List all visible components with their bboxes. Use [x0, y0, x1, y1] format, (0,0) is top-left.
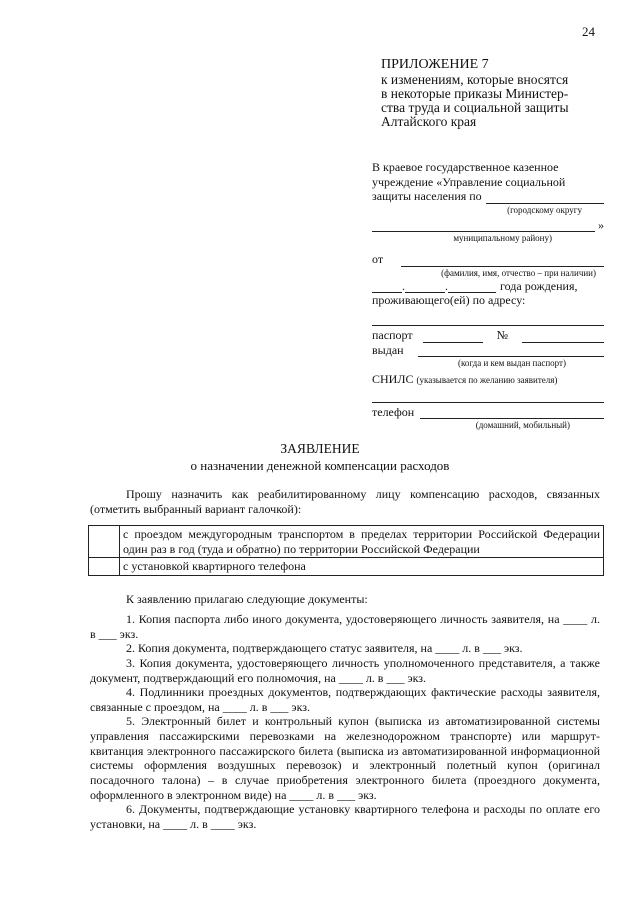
- document-item: 2. Копия документа, подтверждающего статус заявителя, на ____ л. в ___ экз.: [126, 641, 523, 656]
- district-hint: (городскому округу: [507, 204, 582, 215]
- quote-mark: »: [598, 217, 604, 232]
- municipal-hint: муниципальному району): [453, 233, 552, 244]
- number-label: №: [496, 328, 509, 343]
- issued-hint: (когда и кем выдан паспорт): [457, 358, 566, 369]
- passport-label: паспорт: [372, 328, 413, 343]
- option-row: [89, 558, 604, 576]
- option-travel-label: с проездом междугородным транспортом в пределах территории Российской Федерации один раз в год (туда и обратно) по территории Российской Федерации: [120, 526, 604, 558]
- statement-subtitle: о назначении денежной компенсации расходов: [190, 458, 450, 473]
- option-row: [89, 526, 604, 558]
- appendix-title: ПРИЛОЖЕНИЕ 7: [381, 57, 489, 72]
- birth-day-field[interactable]: [372, 281, 402, 293]
- snils-value-row: [372, 391, 604, 403]
- passport-row: [372, 328, 604, 343]
- addressee-line: В краевое государственное казенное: [372, 160, 559, 174]
- snils-field[interactable]: [372, 391, 604, 403]
- district-row-2: [372, 218, 604, 233]
- statement-intro-text: Прошу назначить как реабилитированному лицу компенсацию расходов, связанных (отметить выбранный вариант галочкой):: [90, 487, 600, 516]
- applicant-name-field[interactable]: [401, 255, 604, 267]
- snils-row: [372, 372, 604, 387]
- compensation-options-table: [88, 525, 604, 576]
- birth-month-field[interactable]: [405, 281, 445, 293]
- document-item: 4. Подлинники проездных документов, подтверждающих фактические расходы заявителя, связанные с проездом, на ____ л. в ___ экз.: [90, 685, 600, 714]
- phone-row: [372, 405, 604, 420]
- document-item: 6. Документы, подтверждающие установку квартирного телефона и расходы по оплате его установки, на ____ л. в ____ экз.: [90, 802, 600, 831]
- document-item: 3. Копия документа, удостоверяющего личность уполномоченного представителя, а также документ, подтверждающий его полномочия, на ____ л. в ___ экз.: [90, 655, 600, 685]
- document-item: 5. Электронный билет и контрольный купон (выписка из автоматизированной системы управления пассажирскими перевозками на железнодорожном транспорте) или маршрут-квитанция электронного пассажирского билета (выписка из автоматизированной информационной системы оформления воздушных перевозок) и электронный полетный купон (оригинал посадочного талона) – в случае приобретения электронного билета (проездного документа, оформленного в электронном виде) на ____ л. в ___ экз.: [90, 714, 600, 802]
- snils-hint: (указывается по желанию заявителя): [416, 375, 558, 386]
- from-row: [372, 252, 604, 267]
- address-field[interactable]: [372, 314, 604, 326]
- statement-intro: [90, 487, 600, 516]
- municipal-field[interactable]: [372, 220, 595, 232]
- snils-label: СНИЛС: [372, 372, 414, 387]
- passport-series-field[interactable]: [423, 331, 483, 343]
- addressee-line: защиты населения по: [372, 189, 482, 204]
- district-field[interactable]: [486, 192, 604, 204]
- phone-hint: (домашний, мобильный): [475, 420, 570, 431]
- addressee-line: учреждение «Управление социальной: [372, 174, 566, 189]
- document-item: 1. Копия паспорта либо иного документа, удостоверяющего личность заявителя, на ____ л. в ___ экз.: [90, 612, 600, 641]
- option-checkbox-phone[interactable]: [89, 558, 120, 576]
- from-label: от: [372, 252, 384, 267]
- district-row: [372, 189, 604, 204]
- phone-label: телефон: [372, 404, 415, 419]
- passport-number-field[interactable]: [522, 331, 604, 343]
- appendix-header: [381, 58, 603, 129]
- date-separator: .: [402, 278, 405, 293]
- appendix-line: к изменениям, которые вносятся: [381, 71, 569, 87]
- residence-label: проживающего(ей) по адресу:: [372, 293, 526, 308]
- birth-year-field[interactable]: [448, 281, 496, 293]
- birth-label: года рождения,: [500, 278, 578, 293]
- addressee-block: [372, 160, 604, 431]
- option-checkbox-travel[interactable]: [89, 526, 120, 558]
- statement-title: ЗАЯВЛЕНИЕ: [280, 441, 360, 456]
- appendix-line: Алтайского края: [381, 114, 477, 130]
- appendix-line: ства труда и социальной защиты: [381, 100, 569, 116]
- documents-list: [90, 612, 600, 831]
- appendix-line: в некоторые приказы Министер-: [381, 85, 569, 101]
- page-number: 24: [582, 24, 595, 39]
- documents-intro-text: К заявлению прилагаю следующие документы:: [126, 592, 368, 606]
- passport-issued-field[interactable]: [418, 345, 604, 357]
- birth-row: [372, 279, 604, 294]
- address-row: [372, 314, 604, 326]
- documents-intro: [90, 592, 600, 607]
- issued-label: выдан: [372, 342, 404, 357]
- date-separator: .: [445, 278, 448, 293]
- option-phone-label: с установкой квартирного телефона: [120, 558, 604, 576]
- phone-field[interactable]: [420, 407, 604, 419]
- issued-row: [372, 343, 604, 358]
- fio-hint: (фамилия, имя, отчество – при наличии): [441, 267, 596, 278]
